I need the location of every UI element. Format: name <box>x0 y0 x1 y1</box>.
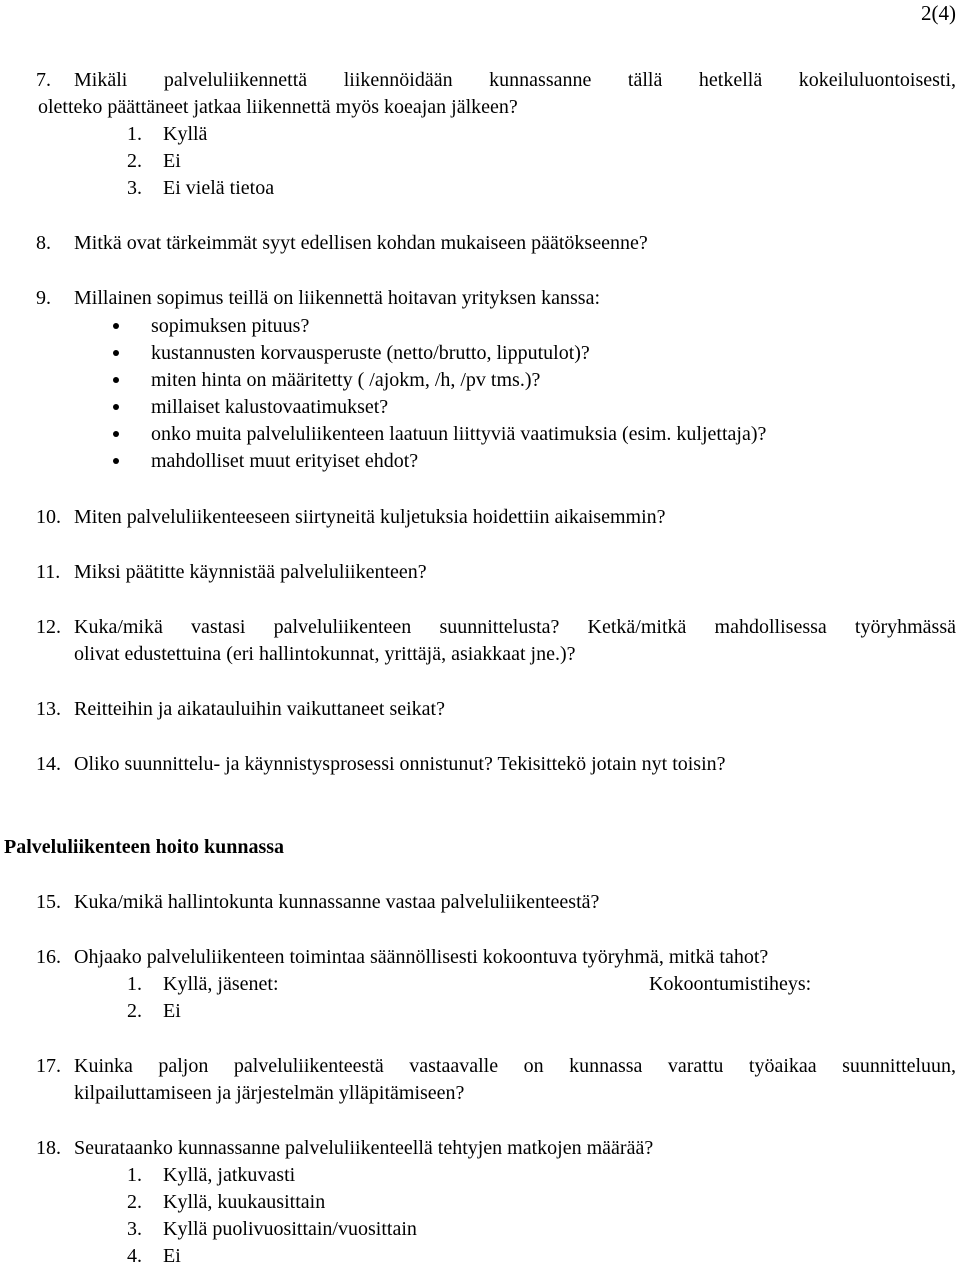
bullet-text: millaiset kalustovaatimukset? <box>151 396 389 418</box>
option-text: Ei <box>163 150 181 172</box>
question-number: 14. <box>36 753 61 775</box>
question-text: Miten palveluliikenteeseen siirtyneitä kuljetuksia hoidettiin aikaisemmin? <box>74 506 666 528</box>
question-text-line-1: Kuinka paljon palveluliikenteestä vastaavalle on kunnassa varattu työaikaa suunnitteluun, <box>74 1055 956 1077</box>
question-text: Reitteihin ja aikatauluihin vaikuttaneet seikat? <box>74 698 445 720</box>
option-text: Kyllä, kuukausittain <box>163 1191 326 1213</box>
option-text: Ei <box>163 1245 181 1267</box>
question-text-line-2: oletteko päättäneet jatkaa liikennettä myös koeajan jälkeen? <box>38 96 518 118</box>
question-text-line-1: Mikäli palveluliikennettä liikennöidään kunnassanne tällä hetkellä kokeiluluontoisesti, <box>74 69 956 91</box>
question-number: 16. <box>36 946 61 968</box>
option-text: Kyllä, jatkuvasti <box>163 1164 296 1186</box>
question-text: Ohjaako palveluliikenteen toimintaa säännöllisesti kokoontuva työryhmä, mitkä tahot? <box>74 946 769 968</box>
option-text: Ei <box>163 1000 181 1022</box>
question-number: 18. <box>36 1137 61 1159</box>
option-number: 1. <box>127 123 142 145</box>
option-number: 2. <box>127 1000 142 1022</box>
question-number: 7. <box>36 69 51 91</box>
question-text: Millainen sopimus teillä on liikennettä hoitavan yrityksen kanssa: <box>74 287 601 309</box>
option-number: 4. <box>127 1245 142 1267</box>
question-number: 11. <box>36 561 61 583</box>
bullet-icon <box>113 458 119 464</box>
question-number: 10. <box>36 506 61 528</box>
bullet-text: kustannusten korvausperuste (netto/brutto, lipputulot)? <box>151 342 590 364</box>
option-text: Ei vielä tietoa <box>163 177 275 199</box>
bullet-text: mahdolliset muut erityiset ehdot? <box>151 450 419 472</box>
option-text: Kyllä <box>163 123 208 145</box>
bullet-icon <box>113 350 119 356</box>
question-text-line-2: olivat edustettuina (eri hallintokunnat, yrittäjä, asiakkaat jne.)? <box>74 643 576 665</box>
option-number: 3. <box>127 1218 142 1240</box>
section-heading: Palveluliikenteen hoito kunnassa <box>4 836 285 858</box>
option-number: 1. <box>127 1164 142 1186</box>
question-text: Oliko suunnittelu- ja käynnistysprosessi onnistunut? Tekisittekö jotain nyt toisin? <box>74 753 726 775</box>
question-number: 13. <box>36 698 61 720</box>
bullet-text: onko muita palveluliikenteen laatuun liittyviä vaatimuksia (esim. kuljettaja)? <box>151 423 767 445</box>
option-text: Kyllä puolivuosittain/vuosittain <box>163 1218 417 1240</box>
question-text-line-2: kilpailuttamiseen ja järjestelmän ylläpitämiseen? <box>74 1082 465 1104</box>
option-text: Kyllä, jäsenet: <box>163 973 279 995</box>
question-text: Miksi päätitte käynnistää palveluliikenteen? <box>74 561 427 583</box>
question-text: Kuka/mikä hallintokunta kunnassanne vastaa palveluliikenteestä? <box>74 891 600 913</box>
bullet-text: sopimuksen pituus? <box>151 315 310 337</box>
bullet-icon <box>113 431 119 437</box>
question-number: 15. <box>36 891 61 913</box>
question-text: Seurataanko kunnassanne palveluliikenteellä tehtyjen matkojen määrää? <box>74 1137 654 1159</box>
option-number: 2. <box>127 150 142 172</box>
question-number: 9. <box>36 287 51 309</box>
bullet-icon <box>113 404 119 410</box>
option-number: 1. <box>127 973 142 995</box>
question-text-line-1: Kuka/mikä vastasi palveluliikenteen suunnittelusta? Ketkä/mitkä mahdollisessa työryhmässä <box>74 616 956 638</box>
question-number: 17. <box>36 1055 61 1077</box>
question-text: Mitkä ovat tärkeimmät syyt edellisen kohdan mukaiseen päätökseenne? <box>74 232 648 254</box>
bullet-text: miten hinta on määritetty ( /ajokm, /h, /pv tms.)? <box>151 369 541 391</box>
option-extra-label: Kokoontumistiheys: <box>649 973 812 995</box>
option-number: 3. <box>127 177 142 199</box>
page-number: 2(4) <box>921 1 956 25</box>
option-number: 2. <box>127 1191 142 1213</box>
bullet-icon <box>113 377 119 383</box>
question-number: 12. <box>36 616 61 638</box>
bullet-icon <box>113 323 119 329</box>
question-number: 8. <box>36 232 51 254</box>
